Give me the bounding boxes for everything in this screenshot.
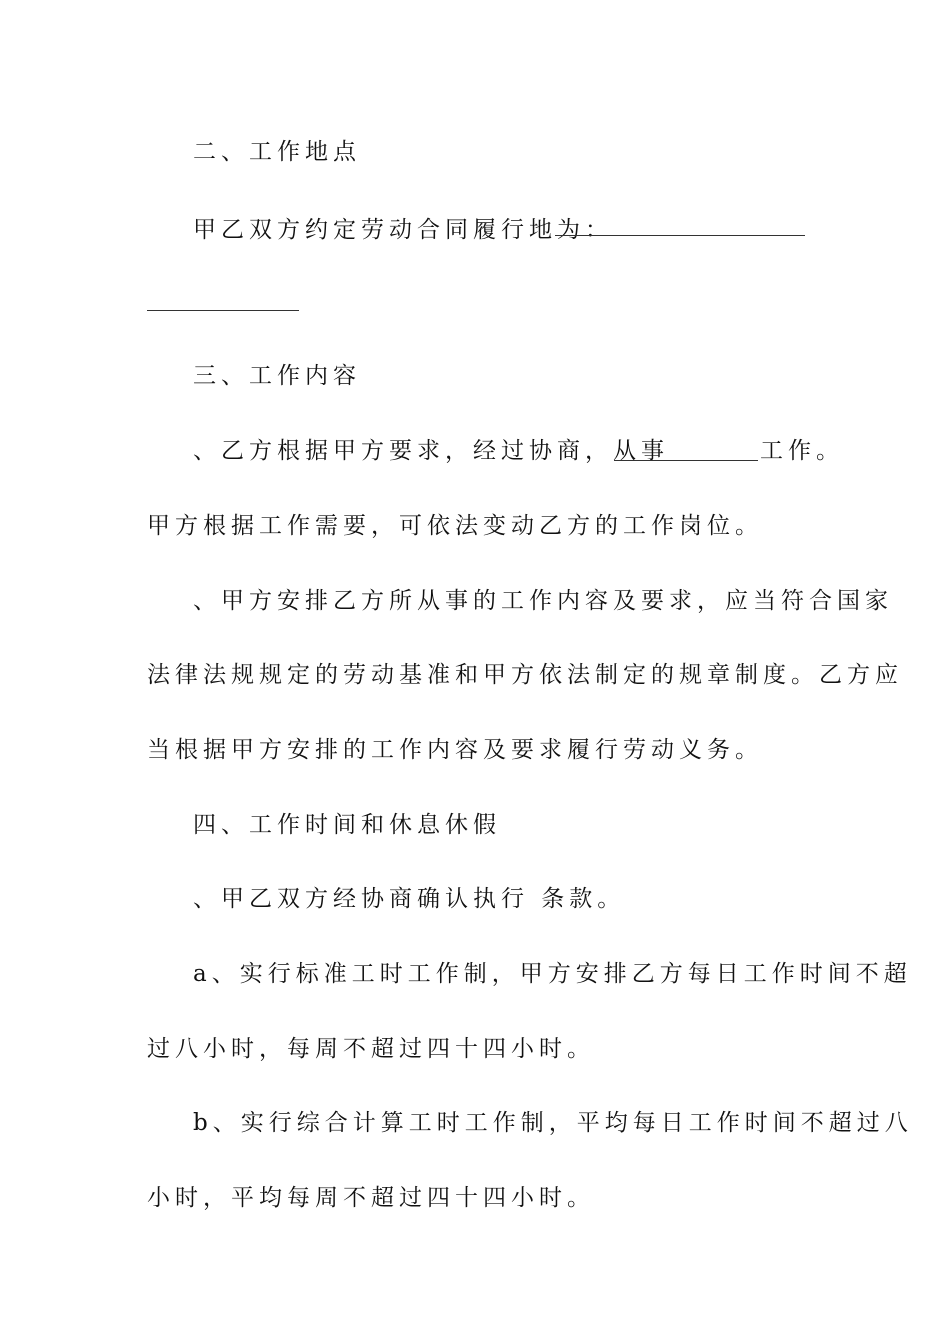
option-a-line-2: 过八小时，每周不超过四十四小时。	[147, 1036, 595, 1062]
content-item-2-line-3: 当根据甲方安排的工作内容及要求履行劳动义务。	[147, 737, 763, 763]
work-location-text: 甲乙双方约定劳动合同履行地为：	[193, 217, 613, 243]
content-item-1-suffix: 工作。	[760, 438, 844, 464]
option-a-line-1: a、实行标准工时工作制，甲方安排乙方每日工作时间不超	[193, 961, 912, 987]
content-item-2-line-2: 法律法规规定的劳动基准和甲方依法制定的规章制度。乙方应	[147, 662, 903, 688]
work-location-blank-continued[interactable]	[147, 310, 299, 311]
job-title-blank[interactable]	[614, 460, 758, 461]
content-item-1-line-2: 甲方根据工作需要，可依法变动乙方的工作岗位。	[147, 513, 763, 539]
option-b-line-2: 小时，平均每周不超过四十四小时。	[147, 1185, 595, 1211]
option-b-line-1: b、实行综合计算工时工作制，平均每日工作时间不超过八	[193, 1110, 913, 1136]
work-location-blank[interactable]	[555, 235, 805, 236]
section-heading-work-content: 三、工作内容	[193, 363, 361, 389]
section-heading-work-location: 二、工作地点	[193, 139, 361, 165]
content-item-1-line-1	[193, 436, 669, 466]
content-item-1-text: 、乙方根据甲方要求，经过协商，从事	[193, 438, 669, 464]
hours-item-1: 、甲乙双方经协商确认执行 条款。	[193, 886, 626, 912]
section-heading-work-hours: 四、工作时间和休息休假	[193, 812, 501, 838]
content-item-2-line-1: 、甲方安排乙方所从事的工作内容及要求，应当符合国家	[193, 588, 893, 614]
work-location-line	[193, 215, 613, 245]
